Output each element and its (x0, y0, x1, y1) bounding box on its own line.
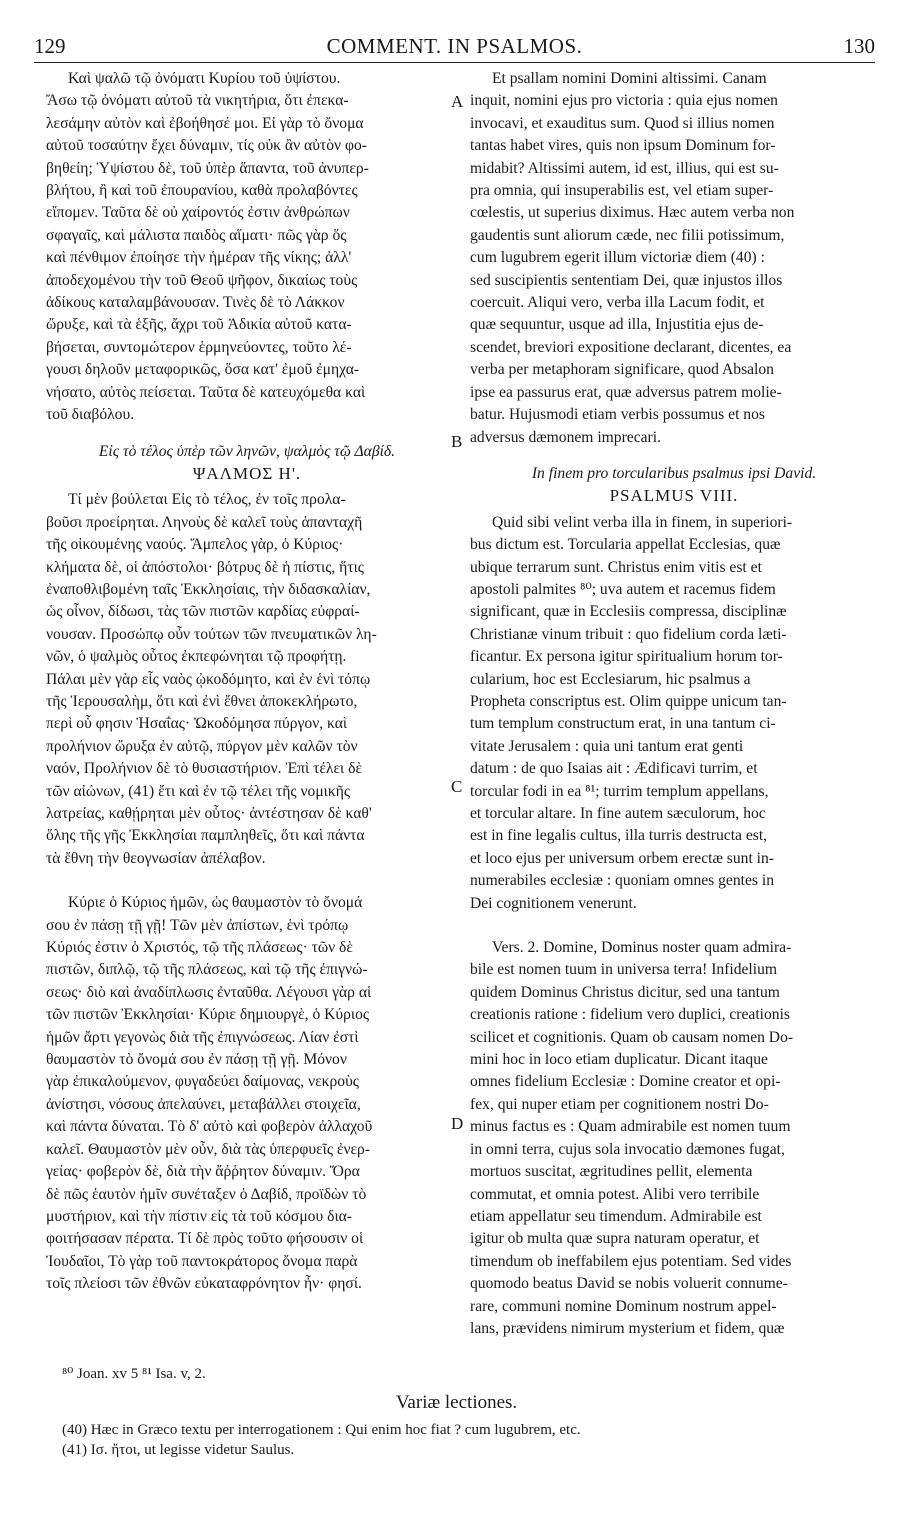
greek-text-line: φοιτήσασαν πέρατα. Τί δὲ πρὸς τοῦτο φήσουσιν οἱ (46, 1230, 364, 1248)
latin-text-line: quæ sequuntur, usque ad illa, Injustitia ejus de- (470, 316, 764, 334)
greek-text-line: ἀδίκους καταλαμβάνουσαν. Τινὲς δὲ τὸ Λάκκον (46, 294, 345, 312)
page-number-right: 130 (843, 34, 875, 58)
greek-text-line: τοῦ διαβόλου. (46, 406, 135, 424)
greek-text-line: τῆς Ἱερουσαλὴμ, ὅτι καὶ ἐνὶ ἔθνει ἀποκεκλήρωτο, (46, 692, 358, 710)
greek-text-line: νουσαν. Προσώπῳ οὖν τούτων τῶν πνευματικῶν λη- (46, 625, 377, 643)
greek-text-line: σφαγαῖς, καὶ μάλιστα παιδὸς αἵματι· πῶς γὰρ ὅς (46, 226, 347, 244)
greek-text-line: Κύριε ὁ Κύριος ἡμῶν, ὡς θαυμαστὸν τὸ ὄνομά (68, 894, 363, 912)
greek-text-line: ἀνίστησι, νόσους ἀπελαύνει, μεταβάλλει στοιχεῖα, (46, 1095, 361, 1113)
greek-text-line: πιστῶν, διπλῷ, τῷ τῆς πλάσεως, καὶ τῷ τῆς ἐπιγνώ- (46, 961, 368, 979)
latin-text-line: cularium, hoc est Ecclesiarum, hic psalmus a (470, 670, 751, 688)
latin-text-line: adversus dæmonem imprecari. (470, 428, 661, 446)
greek-text-line: λεσάμην αὐτὸν καὶ ἐβοήθησέ μοι. Εἰ γὰρ τὸ ὄνομα (46, 114, 364, 132)
latin-text-line: in omni terra, cujus sola invocatio dæmones fugat, (470, 1140, 785, 1158)
latin-text-line: etiam appellatur seu timendum. Admirabile est (470, 1207, 762, 1225)
latin-intro (470, 68, 878, 449)
latin-text-line: verba per metaphoram significare, quod Absalon (470, 361, 774, 379)
greek-intro (46, 68, 448, 427)
latin-text-line: bus dictum est. Torcularia appellat Ecclesias, quæ (470, 536, 781, 554)
margin-marker-c: C (451, 777, 463, 796)
latin-text-line: et loco ejus per universum orbem erectæ sunt in- (470, 849, 774, 867)
greek-text-line: ἡμῶν ἄρτι γεγονὼς διὰ τῆς ἐπιγνώσεως. Λίαν ἐστὶ (46, 1028, 359, 1046)
greek-text-line: ὅλης τῆς γῆς Ἐκκλησίαι παμπληθεῖς, ὅτι καὶ πάντα (46, 827, 365, 845)
greek-text-line: νήσατο, αὐτὸς πείσεται. Ταῦτα δὲ κατευχόμεθα καὶ (46, 383, 366, 401)
latin-text-line: midabit? Altissimi autem, id est, illius, qui est su- (470, 159, 779, 177)
latin-text-line: Christianæ vinum tribuit : quo fidelium corda læti- (470, 625, 787, 643)
greek-text-line: νῶν, ὁ ψαλμὸς οὗτος ἐκπεφώνηται τῷ προφήτῃ. (46, 648, 347, 666)
latin-text-line: timendum ob ineffabilem ejus potentiam. Sed vides (470, 1252, 792, 1270)
footnotes: ⁸⁰ Joan. xv 5 ⁸¹ Isa. v, 2. (62, 1366, 206, 1382)
latin-text-line: inquit, nomini ejus pro victoria : quia ejus nomen (470, 92, 778, 110)
greek-text-line: προλήνιον ὤρυξα ἐν αὐτῷ, πύργον μὲν καλῶν τὸν (46, 737, 358, 755)
latin-paragraph-1 (470, 512, 878, 915)
latin-paragraph-2 (470, 937, 878, 1340)
greek-text-line: βλήτου, ἢ καὶ τοῦ ἐπουρανίου, καθὰ προλαβόντες (46, 182, 358, 200)
latin-section-title: In finem pro torcularibus psalmus ipsi David. (531, 464, 817, 482)
variant-note: (41) Ισ. ἤτοι, ut legisse videtur Saulus. (62, 1442, 295, 1458)
greek-text-line: βήσεται, συντομώτερον ἑρμηνεύοντες, τοῦτο λέ- (46, 338, 352, 356)
greek-text-line: περὶ οὗ φησιν Ἡσαΐας· Ὠκοδόμησα πύργον, καὶ (46, 715, 348, 733)
variae-lectiones-list (62, 1420, 581, 1460)
greek-text-line: ἀποδεχομένου τὴν τοῦ Θεοῦ ψῆφον, δικαίως τοὺς (46, 271, 358, 289)
latin-text-line: pra omnia, qui insuperabilis est, vel etiam super- (470, 182, 774, 200)
latin-text-line: igitur ob multa quæ supra naturam operatur, et (470, 1230, 760, 1248)
greek-text-line: κλήματα δὲ, οἱ ἀπόστολοι· βότρυς δὲ ἡ πίστις, ἥτις (46, 558, 364, 576)
greek-text-line: σεως· διὸ καὶ ἀναδίπλωσις ἐνταῦθα. Λέγουσι γὰρ αἱ (46, 983, 372, 1001)
greek-text-line: γουσι δηλοῦν μεταφορικῶς, ὅσα κατ' ἐμοῦ ἐμηχα- (46, 361, 360, 379)
latin-text-line: Quid sibi velint verba illa in finem, in superiori- (492, 513, 793, 531)
greek-text-line: εἴπομεν. Ταῦτα δὲ οὐ χαίροντός ἐστιν ἀνθρώπων (46, 204, 350, 222)
latin-text-line: rare, communi nomine Dominum nostrum appel- (470, 1297, 777, 1315)
latin-text-line: ubique terrarum sunt. Christus enim vitis est et (470, 558, 762, 576)
greek-paragraph-2 (46, 892, 448, 1295)
latin-text-line: Propheta conscriptus est. Olim quippe unicum tan- (470, 692, 787, 710)
greek-text-line: βηθείη; Ὑψίστου δὲ, τοῦ ὑπὲρ ἅπαντα, τοῦ ἀνυπερ- (46, 159, 369, 177)
greek-text-line: Τί μὲν βούλεται Εἰς τὸ τέλος, ἐν τοῖς προλα- (68, 491, 346, 509)
latin-text-line: quomodo beatus David se nobis voluerit connume- (470, 1275, 788, 1293)
latin-text-line: mini hoc in loco etiam duplicatur. Dicant itaque (470, 1051, 768, 1069)
greek-text-line: τοῖς πλείοσι τῶν ἐθνῶν εὐκαταφρόνητον ἦν· φησί. (46, 1275, 362, 1293)
latin-text-line: minus factus es : Quam admirabile est nomen tuum (470, 1118, 791, 1136)
margin-marker-a: A (451, 92, 464, 111)
latin-column (470, 68, 878, 1340)
latin-text-line: est in fine legalis cultus, illa turris destructa est, (470, 827, 768, 845)
latin-text-line: mortuos suscitat, ægritudines pellit, elementa (470, 1163, 753, 1181)
latin-text-line: Dei cognitionem venerunt. (470, 894, 637, 912)
greek-paragraph-1 (46, 489, 448, 870)
page-number-left: 129 (34, 34, 66, 58)
latin-text-line: sed suscipientis sententiam Dei, quæ injustos illos (470, 271, 783, 289)
page-header (34, 32, 875, 63)
latin-text-line: gaudentis sunt aliorum cæde, nec filii potissimum, (470, 226, 785, 244)
greek-text-line: καὶ πάντα δύναται. Τὸ δ' αὐτὸ καὶ φοβερὸν ἀλλαχοῦ (46, 1118, 373, 1136)
greek-text-line: δὲ πῶς ἑαυτὸν ἡμῖν συνέταξεν ὁ Δαβίδ, προϊδὼν τὸ (46, 1185, 367, 1203)
latin-text-line: scendet, breviori expositione declarant, dicentes, ea (470, 338, 792, 356)
latin-text-line: cœlestis, ut superius diximus. Hæc autem verba non (470, 204, 795, 222)
greek-text-line: ἐναποθλιβομένη ταῖς Ἐκκλησίαις, τὴν διδασκαλίαν, (46, 580, 371, 598)
greek-text-line: αὐτοῦ τοσαύτην ἔχει δύναμιν, τίς οὐκ ἂν αὐτὸν φο- (46, 137, 367, 155)
greek-text-line: Ἄσω τῷ ὀνόματι αὐτοῦ τὰ νικητήρια, ὅτι ἐπεκα- (46, 92, 349, 110)
greek-text-line: τῆς οἰκουμένης ναούς. Ἄμπελος γὰρ, ὁ Κύριος· (46, 536, 344, 554)
greek-text-line: Πάλαι μὲν γὰρ εἷς ναὸς ᾠκοδόμητο, καὶ ἐν ἑνὶ τόπῳ (46, 670, 371, 688)
latin-text-line: Et psallam nomini Domini altissimi. Canam (492, 70, 767, 87)
greek-text-line: σου ἐν πάσῃ τῇ γῇ! Τῶν μὲν ἀπίστων, ἑνὶ τρόπῳ (46, 916, 349, 934)
running-title: COMMENT. IN PSALMOS. (326, 34, 583, 58)
greek-column (46, 68, 448, 1296)
latin-text-line: fex, qui nuper etiam per cognitionem nostri Do- (470, 1095, 769, 1113)
latin-text-line: torcular fodi in ea ⁸¹; turrim templum appellans, (470, 782, 769, 800)
latin-text-line: invocavi, et exauditus sum. Quod si illius nomen (470, 114, 775, 132)
latin-text-line: lans, prævidens nimirum mysterium et fidem, quæ (470, 1319, 785, 1337)
margin-marker-d: D (451, 1114, 464, 1133)
latin-text-line: scilicet et cognitionis. Quam ob causam nomen Do- (470, 1028, 794, 1046)
greek-text-line: τὰ ἔθνη τὴν θεογνωσίαν ἀπέλαβον. (46, 849, 266, 867)
greek-text-line: θαυμαστὸν τὸ ὄνομά σου ἐν πάσῃ τῇ γῇ. Μόνον (46, 1051, 347, 1069)
latin-text-line: vitate Jerusalem : quia uni tantum erat genti (470, 737, 744, 755)
greek-text-line: ναόν, Προλήνιον δὲ τὸ θυσιαστήριον. Ἐπὶ τέλει δὲ (46, 760, 362, 778)
latin-text-line: bile est nomen tuum in universa terra! Infidelium (470, 961, 778, 979)
greek-text-line: Ἰουδαῖοι, Τὸ γὰρ τοῦ παντοκράτορος ὄνομα παρὰ (46, 1252, 358, 1270)
latin-text-line: creationis ratione : fidelium vero duplici, creationis (470, 1006, 790, 1024)
latin-text-line: cum lugubrem egerit illum victoriæ diem (40) : (470, 249, 765, 267)
greek-text-line: τῶν αἰώνων, (41) ἔτι καὶ ἐν τῷ τέλει τῆς νομικῆς (46, 782, 351, 800)
latin-text-line: ficantur. Ex persona igitur spiritualium horum tor- (470, 648, 783, 666)
greek-psalm-heading: ΨΑΛΜΟΣ Η'. (192, 463, 302, 483)
greek-text-line: λατρείας, καθῄρηται μὲν οὗτος· ἀντέστησαν δὲ καθ' (46, 805, 372, 822)
greek-text-line: Κύριός ἐστιν ὁ Χριστός, τῷ τῆς πλάσεως· τῶν δὲ (46, 939, 353, 957)
greek-text-line: καὶ πένθιμον ἐποίησε τὴν ἡμέραν τῆς νίκης; ἀλλ' (46, 249, 352, 267)
variant-note: (40) Hæc in Græco textu per interrogationem : Qui enim hoc fiat ? cum lugubrem, etc. (62, 1422, 581, 1438)
latin-text-line: Vers. 2. Domine, Dominus noster quam admira- (492, 939, 792, 957)
latin-text-line: datum : de quo Isaias ait : Ædificavi turrim, et (470, 760, 758, 778)
greek-text-line: γὰρ ἐπικαλούμενον, φυγαδεύει δαίμονας, νεκροὺς (46, 1073, 359, 1091)
latin-text-line: tum templum constructum erat, in una tantum ci- (470, 715, 776, 733)
margin-marker-b: B (451, 432, 463, 451)
latin-text-line: significant, quæ in Ecclesiis compressa, disciplinæ (470, 603, 787, 621)
greek-text-line: βοῦσι προείρηται. Ληνοὺς δὲ καλεῖ τοὺς ἁπανταχῆ (46, 513, 363, 531)
greek-text-line: γείας· φοβερὸν δὲ, διὰ τὴν ἄῤῥητον δύναμιν. Ὅρα (46, 1163, 360, 1181)
latin-text-line: batur. Hujusmodi etiam verbis possumus et nos (470, 406, 765, 424)
latin-text-line: tantas habet vires, quis non ipsum Dominum for- (470, 137, 776, 155)
latin-text-line: omnes fidelium Ecclesiæ : Domine creator et opi- (470, 1073, 781, 1091)
greek-text-line: Καὶ ψαλῶ τῷ ὀνόματι Κυρίου τοῦ ὑψίστου. (68, 70, 341, 87)
latin-text-line: ipse ea passurus erat, quæ adversus patrem molie- (470, 383, 782, 401)
latin-text-line: commutat, et omnia potest. Alibi vero terribile (470, 1185, 760, 1203)
greek-text-line: ὤρυξε, καὶ τὰ ἑξῆς, ἄχρι τοῦ Ἀδικία αὐτοῦ κατα- (46, 316, 352, 334)
latin-text-line: coercuit. Aliqui vero, verba illa Lacum fodit, et (470, 294, 765, 312)
latin-text-line: numerabiles ecclesiæ : quoniam omnes gentes in (470, 872, 775, 890)
greek-text-line: μυστήριον, καὶ τὴν πίστιν εἰς τὰ τοῦ κόσμου δια- (46, 1207, 353, 1225)
latin-text-line: quidem Dominus Christus dicitur, sed una tantum (470, 983, 780, 1001)
greek-section-title: Εἰς τὸ τέλος ὑπὲρ τῶν ληνῶν, ψαλμὸς τῷ Δαβίδ. (98, 442, 396, 460)
variae-lectiones-title: Variæ lectiones. (395, 1392, 518, 1413)
greek-text-line: ὡς οἶνον, δίδωσι, τὰς τῶν πιστῶν καρδίας εὐφραί- (46, 603, 360, 621)
greek-text-line: τῶν πιστῶν Ἐκκλησίαι· Κύριε δημιουργὲ, ὁ Κύριος (46, 1006, 370, 1024)
greek-text-line: καλεῖ. Θαυμαστὸν μὲν οὖν, διὰ τὰς ὑπερφυεῖς ἐνερ- (46, 1140, 371, 1158)
latin-text-line: apostoli palmites ⁸⁰; uva autem et racemus fidem (470, 580, 776, 598)
latin-psalm-heading: PSALMUS VIII. (609, 486, 739, 506)
latin-text-line: et torcular altare. In fine autem sæculorum, hoc (470, 805, 766, 822)
